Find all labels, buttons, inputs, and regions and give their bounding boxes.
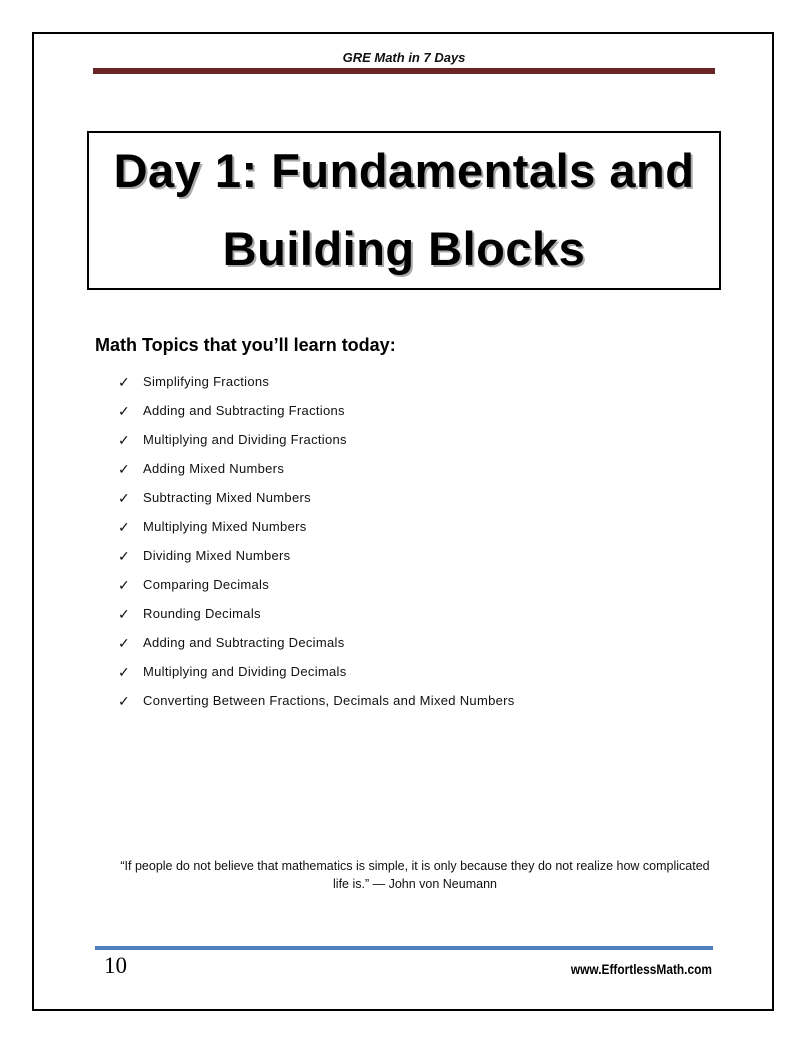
checkmark-icon: ✓ [118, 577, 131, 593]
topic-item [118, 461, 515, 490]
topic-label: Multiplying and Dividing Fractions [143, 432, 347, 447]
page-number: 10 [104, 953, 127, 978]
checkmark-icon: ✓ [118, 606, 131, 622]
topic-label: Simplifying Fractions [143, 374, 270, 389]
running-header: GRE Math in 7 Days [342, 50, 466, 65]
topics-heading: Math Topics that you’ll learn today: [95, 335, 396, 355]
topic-label: Subtracting Mixed Numbers [143, 490, 311, 505]
topic-item [118, 490, 515, 519]
checkmark-icon: ✓ [118, 548, 131, 564]
topic-label: Multiplying and Dividing Decimals [143, 664, 347, 679]
topic-item [118, 606, 515, 635]
topic-label: Converting Between Fractions, Decimals and Mixed Numbers [143, 693, 515, 708]
topic-label: Adding Mixed Numbers [143, 461, 285, 476]
topic-item [118, 519, 515, 548]
topic-item [118, 374, 515, 403]
topic-item [118, 664, 515, 693]
checkmark-icon: ✓ [118, 664, 131, 680]
checkmark-icon: ✓ [118, 519, 131, 535]
footer-rule [95, 946, 713, 950]
checkmark-icon: ✓ [118, 490, 131, 506]
checkmark-icon: ✓ [118, 635, 131, 651]
checkmark-icon: ✓ [118, 403, 131, 419]
footer-url: www.EffortlessMath.com [570, 961, 712, 977]
topic-label: Dividing Mixed Numbers [143, 548, 291, 563]
quote: “If people do not believe that mathematics is simple, it is only because they do not realize how complicated life is.” — John von Neumann [120, 859, 710, 891]
topic-item [118, 577, 515, 606]
topic-label: Adding and Subtracting Fractions [143, 403, 345, 418]
topic-item [118, 548, 515, 577]
chapter-title-box [87, 131, 721, 290]
topics-list [118, 374, 515, 722]
chapter-title-line-1: Day 1: Fundamentals and [113, 144, 695, 197]
topic-item [118, 432, 515, 461]
topic-item [118, 403, 515, 432]
topic-item [118, 635, 515, 664]
checkmark-icon: ✓ [118, 693, 131, 709]
topic-label: Rounding Decimals [143, 606, 261, 621]
topic-label: Comparing Decimals [143, 577, 270, 592]
topic-label: Multiplying Mixed Numbers [143, 519, 307, 534]
header-rule [93, 68, 715, 74]
topic-label: Adding and Subtracting Decimals [143, 635, 345, 650]
checkmark-icon: ✓ [118, 432, 131, 448]
checkmark-icon: ✓ [118, 374, 131, 390]
checkmark-icon: ✓ [118, 461, 131, 477]
topic-item [118, 693, 515, 722]
chapter-title-line-2: Building Blocks [222, 222, 586, 275]
